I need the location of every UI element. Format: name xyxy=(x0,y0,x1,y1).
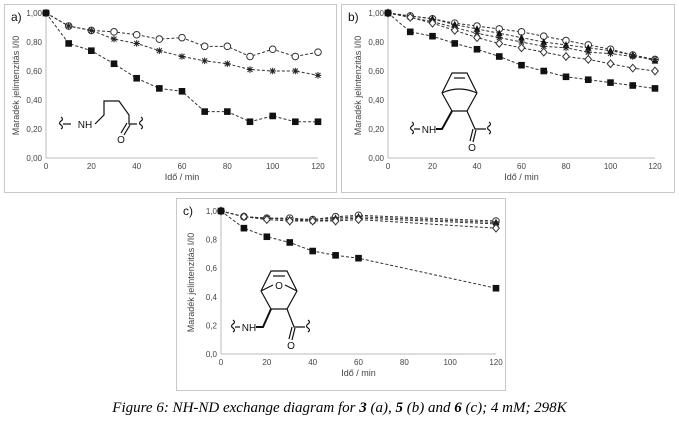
data-point xyxy=(269,68,276,75)
data-point xyxy=(247,66,254,73)
co-bond xyxy=(467,111,486,129)
x-tick-label: 60 xyxy=(177,162,187,171)
series-line xyxy=(46,13,318,122)
data-point xyxy=(563,45,570,52)
data-point xyxy=(652,56,659,63)
data-point xyxy=(247,53,254,60)
x-tick-label: 80 xyxy=(561,162,571,171)
carbonyl-bond xyxy=(289,327,295,340)
data-point xyxy=(332,252,339,259)
data-point xyxy=(309,248,316,255)
data-point xyxy=(493,285,500,292)
panel-label: c) xyxy=(183,204,193,218)
y-tick-label: 0,00 xyxy=(368,154,384,163)
nh-bond xyxy=(256,309,271,327)
x-tick-label: 60 xyxy=(354,358,363,367)
y-tick-label: 1,0 xyxy=(205,207,217,216)
data-point xyxy=(156,85,163,92)
data-point xyxy=(518,62,525,69)
x-tick-label: 0 xyxy=(43,162,49,171)
data-point xyxy=(247,118,254,125)
ring-bottom xyxy=(442,93,477,111)
data-point xyxy=(269,46,276,53)
caption-compound-3: 3 xyxy=(359,400,367,416)
x-tick-label: 120 xyxy=(311,162,325,171)
y-tick-label: 0,80 xyxy=(26,38,42,47)
data-point xyxy=(496,53,503,60)
data-point xyxy=(111,60,118,67)
y-tick-label: 0,60 xyxy=(368,67,384,76)
data-point xyxy=(315,49,322,56)
data-point xyxy=(88,47,95,54)
caption-text-2: (b) and xyxy=(402,400,455,416)
backbone xyxy=(95,101,137,124)
data-point xyxy=(179,88,186,95)
x-tick-label: 0 xyxy=(218,358,224,367)
data-point xyxy=(218,208,225,215)
x-axis-label: Idő / min xyxy=(341,368,376,378)
data-point xyxy=(111,29,118,36)
wavy-bond-left xyxy=(60,117,63,129)
chart-panel-b xyxy=(341,4,675,193)
y-tick-label: 0,20 xyxy=(368,125,384,134)
x-tick-label: 20 xyxy=(86,162,96,171)
y-axis-label: Maradék jelintenzitás I/I0 xyxy=(186,232,196,333)
data-point xyxy=(292,118,299,125)
x-tick-label: 120 xyxy=(489,358,503,367)
data-point xyxy=(269,113,276,120)
data-point xyxy=(540,48,547,56)
chart-c-svg xyxy=(177,199,507,392)
wavy-bond-left xyxy=(411,122,414,134)
data-point xyxy=(224,108,231,115)
y-tick-label: 0,00 xyxy=(26,154,42,163)
carbonyl-bond xyxy=(121,123,130,135)
x-tick-label: 0 xyxy=(385,162,391,171)
series-circle-open xyxy=(43,10,322,60)
y-tick-label: 0,6 xyxy=(205,264,217,274)
chart-panel-a xyxy=(4,4,337,193)
y-axis-label: Maradék jelintenzitás I/I0 xyxy=(11,35,21,136)
chart-b-svg xyxy=(342,5,676,194)
y-tick-label: 1,00 xyxy=(368,9,384,18)
data-point xyxy=(179,34,186,41)
series-asterisk xyxy=(43,10,322,79)
data-point xyxy=(201,108,208,115)
nh-label: NH xyxy=(241,323,257,334)
wavy-bond-left xyxy=(232,320,235,332)
nh-label: NH xyxy=(421,125,437,136)
y-tick-label: 0,0 xyxy=(205,350,217,359)
ring-top xyxy=(442,73,477,93)
data-point xyxy=(585,56,592,64)
data-point xyxy=(315,72,322,79)
x-axis-label: Idő / min xyxy=(504,172,539,182)
series-square-filled xyxy=(43,10,322,125)
data-point xyxy=(407,29,414,36)
data-point xyxy=(563,74,570,81)
caption-compound-6: 6 xyxy=(454,400,462,416)
chart-panel-c xyxy=(176,198,506,391)
data-point xyxy=(429,33,436,40)
wavy-bond-right xyxy=(307,320,310,332)
data-point xyxy=(65,40,72,47)
data-point xyxy=(241,225,248,232)
structure-c xyxy=(232,271,310,352)
x-tick-label: 80 xyxy=(399,358,409,367)
data-point xyxy=(629,64,636,72)
y-tick-label: 1,00 xyxy=(26,9,42,18)
ring-bottom xyxy=(261,291,297,309)
panel-label: a) xyxy=(11,10,22,24)
x-tick-label: 100 xyxy=(265,162,280,171)
data-point xyxy=(585,76,592,83)
data-point xyxy=(355,255,362,262)
x-tick-label: 40 xyxy=(132,162,142,171)
y-tick-label: 0,60 xyxy=(26,67,42,76)
x-tick-label: 20 xyxy=(428,162,437,171)
data-point xyxy=(585,49,592,56)
data-point xyxy=(474,46,481,53)
data-point xyxy=(563,53,570,61)
nh-bond xyxy=(436,111,452,129)
data-point xyxy=(133,40,140,47)
data-point xyxy=(607,50,614,57)
panel-label: b) xyxy=(348,10,359,24)
bridge xyxy=(442,89,477,93)
structure-a xyxy=(60,101,143,146)
x-tick-label: 100 xyxy=(443,358,457,367)
data-point xyxy=(133,31,140,38)
series-line xyxy=(46,13,318,75)
data-point xyxy=(540,68,547,75)
y-tick-label: 0,40 xyxy=(26,96,42,105)
bridge-o-label: O xyxy=(275,281,283,292)
data-point xyxy=(652,85,659,92)
x-tick-label: 40 xyxy=(472,162,482,171)
series-triangle-filled xyxy=(385,9,659,63)
data-point xyxy=(652,67,659,75)
y-tick-label: 0,20 xyxy=(26,125,42,134)
data-point xyxy=(224,43,231,50)
data-point xyxy=(224,60,231,67)
data-point xyxy=(315,118,322,125)
data-point xyxy=(629,82,636,89)
data-point xyxy=(607,79,614,86)
nh-label: NH xyxy=(77,120,93,131)
co-bond xyxy=(287,309,305,327)
y-tick-label: 0,80 xyxy=(368,38,384,47)
data-point xyxy=(88,27,95,34)
data-point xyxy=(286,239,293,246)
data-point xyxy=(156,47,163,54)
figure-caption xyxy=(0,400,679,417)
data-point xyxy=(111,36,118,43)
data-point xyxy=(385,10,392,17)
x-tick-label: 40 xyxy=(308,358,318,367)
o-label: O xyxy=(468,143,476,154)
x-tick-label: 100 xyxy=(603,162,618,171)
caption-prefix: Figure 6: NH-ND exchange diagram for xyxy=(112,400,360,416)
data-point xyxy=(292,68,299,75)
data-point xyxy=(156,36,163,43)
data-point xyxy=(65,23,72,30)
chart-a-svg xyxy=(5,5,338,194)
y-axis-label: Maradék jelintenzitás I/I0 xyxy=(353,35,363,136)
data-point xyxy=(201,58,208,65)
x-tick-label: 20 xyxy=(262,358,272,367)
structure-b xyxy=(411,73,491,154)
wavy-bond-right xyxy=(140,117,143,129)
caption-compound-5: 5 xyxy=(395,400,403,416)
y-tick-label: 0,2 xyxy=(205,321,217,331)
x-tick-label: 80 xyxy=(222,162,232,171)
y-tick-label: 0,8 xyxy=(205,235,217,245)
caption-text-1: (a), xyxy=(366,400,396,416)
data-point xyxy=(607,60,614,68)
data-point xyxy=(518,44,525,52)
x-tick-label: 60 xyxy=(517,162,526,171)
y-tick-label: 0,4 xyxy=(205,292,217,302)
data-point xyxy=(496,40,503,48)
carbonyl-bond xyxy=(470,129,476,142)
y-tick-label: 0,40 xyxy=(368,96,384,105)
data-point xyxy=(292,53,299,60)
caption-text-3: (c); 4 mM; 298K xyxy=(461,400,567,416)
data-point xyxy=(133,75,140,82)
data-point xyxy=(43,10,50,17)
data-point xyxy=(264,233,271,240)
data-point xyxy=(629,53,636,60)
wavy-bond-right xyxy=(488,122,491,134)
o-label: O xyxy=(287,341,295,352)
x-axis-label: Idő / min xyxy=(164,172,200,182)
x-tick-label: 120 xyxy=(648,162,662,171)
data-point xyxy=(451,40,458,47)
data-point xyxy=(179,53,186,60)
o-label: O xyxy=(117,135,125,146)
data-point xyxy=(201,43,208,50)
